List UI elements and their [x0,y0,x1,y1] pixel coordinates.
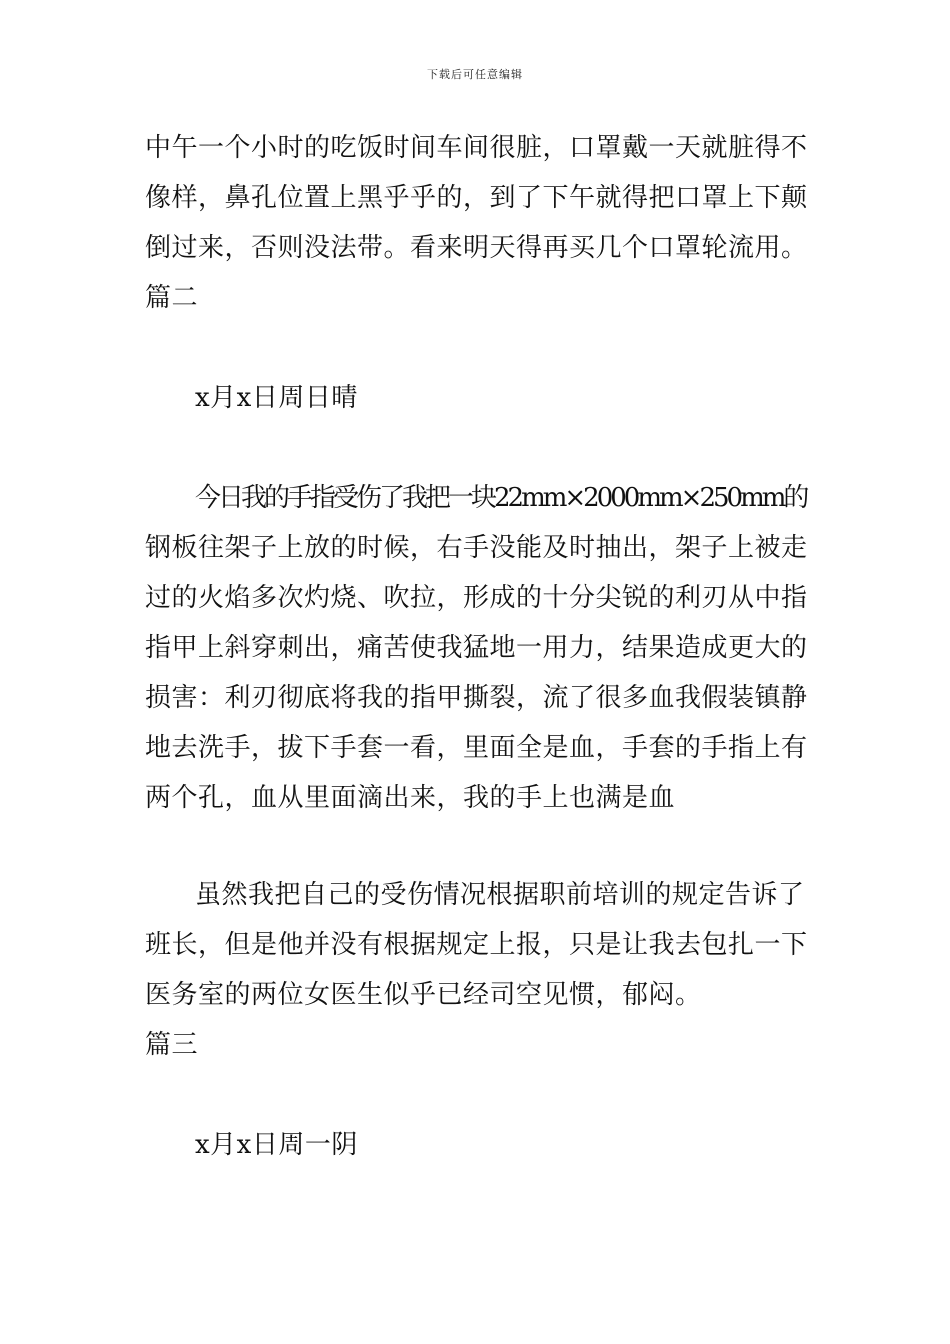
para2-line-4: 指甲上斜穿刺出，痛苦使我猛地一用力，结果造成更大的 [145,633,808,663]
para3-line-3: 医务室的两位女医生似乎已经司空见惯，郁闷。 [145,980,702,1010]
para2-line-1: 今日我的手指受伤了我把一块22mm×2000mm×250mm的 [195,483,807,513]
header-note: 下载后可任意编辑 [427,68,523,81]
para1-line-3: 倒过来，否则没法带。看来明天得再买几个口罩轮流用。 [145,233,808,263]
diary-date-2: x月x日周日晴 [195,383,358,413]
para1-line-2: 像样，鼻孔位置上黑乎乎的，到了下午就得把口罩上下颠 [145,183,808,213]
para1-line-1: 中午一个小时的吃饭时间车间很脏，口罩戴一天就脏得不 [145,133,808,163]
para3-line-1: 虽然我把自己的受伤情况根据职前培训的规定告诉了 [195,880,805,910]
para2-line-2: 钢板往架子上放的时候，右手没能及时抽出，架子上被走 [145,533,808,563]
para2-line-7: 两个孔，血从里面滴出来，我的手上也满是血 [145,783,676,813]
para2-line-5: 损害：利刃彻底将我的指甲撕裂，流了很多血我假装镇静 [145,683,808,713]
section-heading-2: 篇二 [145,283,199,313]
para2-line-3: 过的火焰多次灼烧、吹拉，形成的十分尖锐的利刃从中指 [145,583,808,613]
section-heading-3: 篇三 [145,1030,199,1060]
para3-line-2: 班长，但是他并没有根据规定上报，只是让我去包扎一下 [145,930,808,960]
para2-line-6: 地去洗手，拔下手套一看，里面全是血，手套的手指上有 [145,733,808,763]
diary-date-3: x月x日周一阴 [195,1130,358,1160]
